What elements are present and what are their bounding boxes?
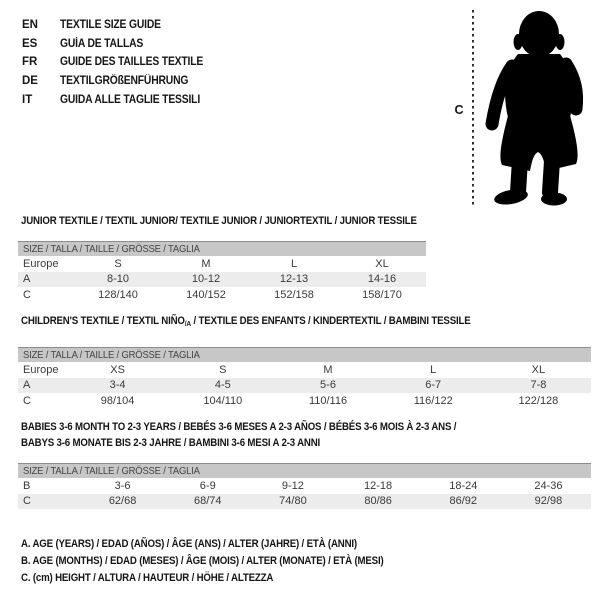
language-row (22, 72, 219, 91)
size-cell: 3-6 (114, 479, 131, 492)
size-cell: 62/68 (108, 495, 137, 508)
size-cell: 18-24 (449, 479, 478, 492)
size-cell: 68/74 (193, 495, 222, 508)
section-title-babies-line2: BABYS 3-6 MONATE BIS 2-3 JAHRE / BAMBINI 3-6 MESI A 2-3 ANNI (21, 437, 321, 449)
size-cell: S (114, 257, 122, 270)
language-code: EN (22, 19, 38, 32)
size-cell: 7-8 (530, 379, 547, 392)
language-guide (22, 16, 219, 109)
language-row (22, 16, 219, 35)
size-cell: XL (375, 257, 389, 270)
size-cell: 10-12 (191, 273, 221, 286)
table-row (18, 256, 426, 272)
row-label: B (23, 479, 31, 492)
size-cell: XS (110, 363, 125, 376)
language-row (22, 53, 219, 72)
language-row (22, 90, 219, 109)
language-row (22, 35, 219, 54)
language-label: TEXTILGRÖßENFÜHRUNG (60, 75, 189, 88)
size-cell: L (290, 257, 298, 270)
size-cell: 128/140 (98, 288, 138, 301)
language-code: ES (22, 37, 38, 50)
size-header-label: SIZE / TALLA / TAILLE / GRÖSSE / TAGLIA (23, 349, 200, 361)
size-cell: 6-7 (425, 379, 442, 392)
footnote-item: B. AGE (MONTHS) / EDAD (MESES) / ÂGE (MOIS) / ALTER (MONATE) / ETÀ (MESI) (21, 555, 384, 567)
row-label: A (23, 379, 31, 392)
size-cell: 8-10 (106, 273, 130, 286)
table-row (18, 287, 426, 303)
size-header-label: SIZE / TALLA / TAILLE / GRÖSSE / TAGLIA (23, 243, 200, 255)
size-cell: M (323, 363, 333, 376)
children-size-table (18, 347, 591, 409)
table-row (18, 393, 591, 409)
size-header-bar (18, 241, 426, 256)
size-cell: S (219, 363, 227, 376)
language-code: IT (22, 93, 33, 106)
row-label: C (23, 288, 31, 301)
size-cell: 122/128 (518, 394, 559, 407)
size-cell: 104/110 (203, 394, 243, 407)
section-title-children-text: CHILDREN'S TEXTILE / TEXTIL $NIÑO_{/A}$ / TEXTILE DES ENFANTS / KINDERTEXTIL / BAMBINI TESSILE (21, 315, 471, 328)
section-title-children (21, 315, 532, 330)
size-cell: 4-5 (214, 379, 231, 392)
footnote-item: C. (cm) HEIGHT / ALTURA / HAUTEUR / HÖHE / ALTEZZA (21, 572, 274, 584)
section-title-babies-line1: BABIES 3-6 MONTH TO 2-3 YEARS / BEBÉS 3-6 MESES A 2-3 AÑOS / BÉBÉS 3-6 MOIS À 2-3 ANS / (21, 421, 457, 433)
baby-silhouette-icon (482, 8, 595, 208)
table-row (18, 478, 591, 494)
size-cell: 110/116 (308, 394, 348, 407)
language-label: GUIDE DES TAILLES TEXTILE (60, 56, 204, 69)
size-cell: 12-18 (364, 479, 393, 492)
size-cell: 9-12 (281, 479, 304, 492)
size-cell: 6-9 (199, 479, 216, 492)
table-row (18, 272, 426, 288)
table-row (18, 362, 591, 378)
title-subscript: /A (184, 319, 192, 328)
babies-size-table (18, 463, 591, 509)
language-code: DE (22, 75, 38, 88)
footnotes (21, 536, 433, 587)
row-label: Europe (23, 363, 59, 376)
size-cell: 92/98 (534, 495, 563, 508)
language-label: GUIDA ALLE TAGLIE TESSILI (60, 93, 201, 106)
size-cell: 140/152 (186, 288, 226, 301)
language-label: TEXTILE SIZE GUIDE (60, 19, 161, 32)
row-label: C (23, 495, 31, 508)
size-cell: 24-36 (534, 479, 563, 492)
size-cell: 74/80 (279, 495, 307, 508)
size-header-label: SIZE / TALLA / TAILLE / GRÖSSE / TAGLIA (23, 465, 200, 477)
height-measure-label: C (454, 103, 464, 117)
junior-size-table (18, 241, 426, 303)
language-code: FR (22, 56, 38, 69)
language-label: GUÍA DE TALLAS (60, 37, 144, 50)
size-header-bar (18, 347, 591, 362)
size-cell: 86/92 (449, 495, 478, 508)
size-cell: 98/104 (100, 394, 135, 407)
row-label: C (23, 394, 31, 407)
size-cell: XL (531, 363, 546, 376)
section-title-junior-text: JUNIOR TEXTILE / TEXTIL JUNIOR/ TEXTILE JUNIOR / JUNIORTEXTIL / JUNIOR TESSILE (21, 215, 417, 227)
size-cell: 3-4 (109, 379, 126, 392)
size-cell: L (430, 363, 437, 376)
section-title-babies (21, 419, 516, 451)
table-row (18, 494, 591, 510)
size-cell: 80/86 (364, 495, 392, 508)
size-header-bar (18, 463, 591, 478)
size-cell: 152/158 (274, 288, 314, 301)
height-measure-line (472, 10, 474, 207)
size-cell: 5-6 (320, 379, 336, 392)
size-cell: 12-13 (279, 273, 309, 286)
row-label: A (23, 273, 31, 286)
size-cell: 14-16 (367, 273, 397, 286)
table-row (18, 378, 591, 394)
size-cell: M (201, 257, 211, 270)
size-cell: 116/122 (413, 394, 453, 407)
section-title-junior (21, 215, 471, 228)
footnote-item: A. AGE (YEARS) / EDAD (AÑOS) / ÂGE (ANS) / ALTER (JAHRE) / ETÀ (ANNI) (21, 538, 357, 550)
size-cell: 158/170 (362, 288, 402, 301)
row-label: Europe (23, 257, 59, 270)
